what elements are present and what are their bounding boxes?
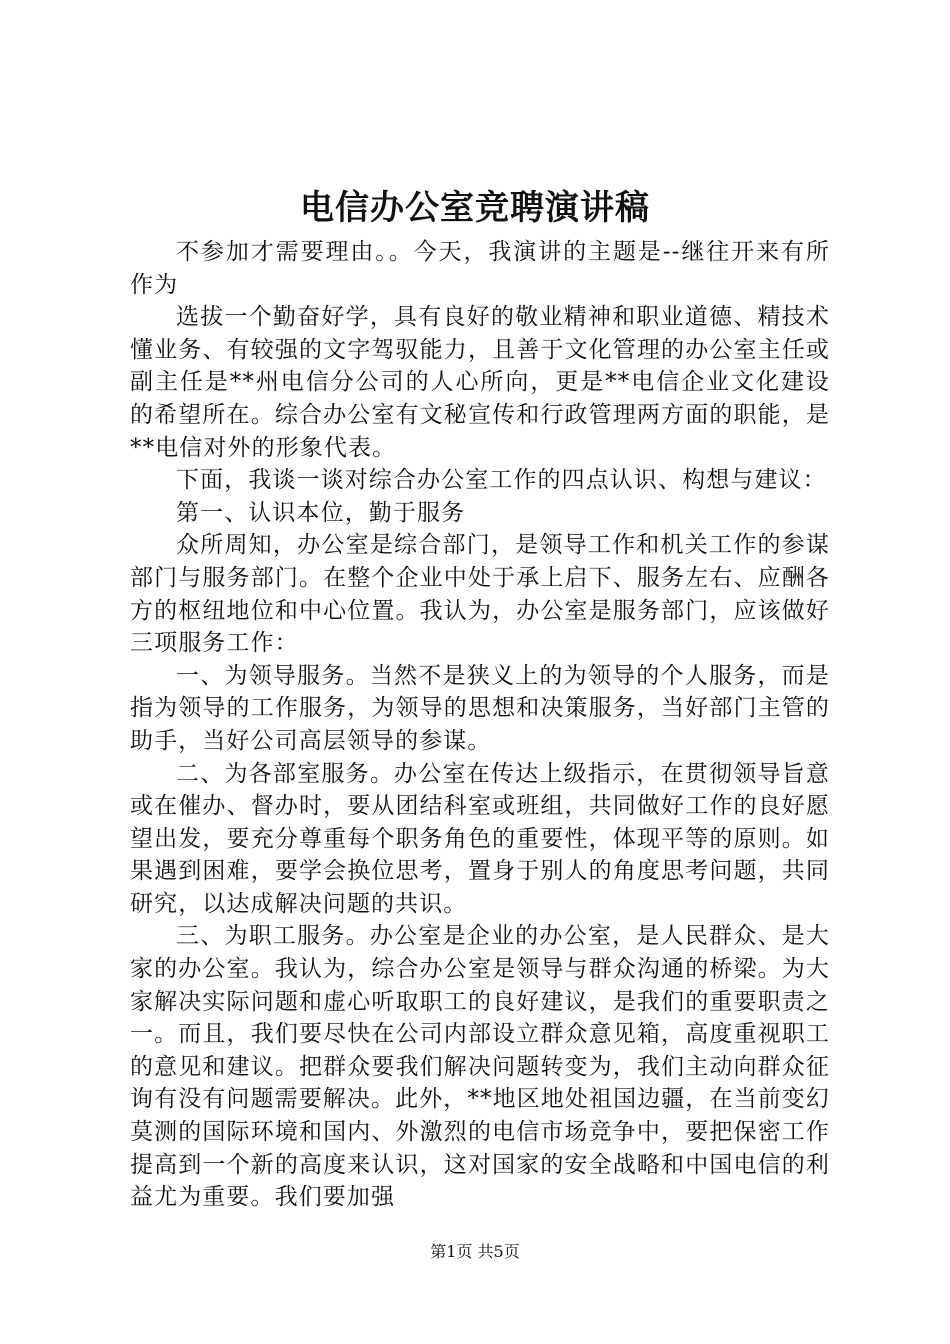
paragraph-office-role: 众所周知，办公室是综合部门，是领导工作和机关工作的参谋部门与服务部门。在整个企业中处于承上启下、服务左右、应酬各方的枢纽地位和中心位置。我认为，办公室是服务部门，应该做好三项服务工作： (130, 532, 830, 657)
paragraph-serve-staff: 三、为职工服务。办公室是企业的办公室，是人民群众、是大家的办公室。我认为，综合办公室是领导与群众沟通的桥梁。为大家解决实际问题和虚心听取职工的良好建议，是我们的重要职责之一。而且，我们要尽快在公司内部设立群众意见箱，高度重视职工的意见和建议。把群众要我们解决问题转变为，我们主动向群众征询有没有问题需要解决。此外，**地区地处祖国边疆，在当前变幻莫测的国际环境和国内、外激烈的电信市场竞争中，要把保密工作提高到一个新的高度来认识，这对国家的安全战略和中国电信的利益尤为重要。我们要加强 (130, 923, 830, 1211)
section-heading-first: 第一、认识本位，勤于服务 (176, 499, 466, 526)
document-body (130, 236, 830, 1214)
paragraph-overview: 下面，我谈一谈对综合办公室工作的四点认识、构想与建议： (176, 467, 827, 494)
document-title: 电信办公室竞聘演讲稿 (300, 188, 650, 228)
page-number-footer: 第1页 共5页 (430, 1242, 520, 1261)
paragraph-serve-departments: 二、为各部室服务。办公室在传达上级指示，在贯彻领导旨意或在催办、督办时，要从团结科室或班组，共同做好工作的良好愿望出发，要充分尊重每个职务角色的重要性，体现平等的原则。如果遇到困难，要学会换位思考，置身于别人的角度思考问题，共同研究，以达成解决问题的共识。 (130, 760, 830, 917)
paragraph-intro: 不参加才需要理由。。今天，我演讲的主题是--继往开来有所作为 (130, 239, 830, 298)
paragraph-selection: 选拔一个勤奋好学，具有良好的敬业精神和职业道德、精技术懂业务、有较强的文字驾驭能力，且善于文化管理的办公室主任或副主任是**州电信分公司的人心所向，更是**电信企业文化建设的希望所在。综合办公室有文秘宣传和行政管理两方面的职能，是**电信对外的形象代表。 (130, 304, 830, 461)
paragraph-serve-leaders: 一、为领导服务。当然不是狭义上的为领导的个人服务，而是指为领导的工作服务，为领导的思想和决策服务，当好部门主管的助手，当好公司高层领导的参谋。 (130, 662, 830, 754)
